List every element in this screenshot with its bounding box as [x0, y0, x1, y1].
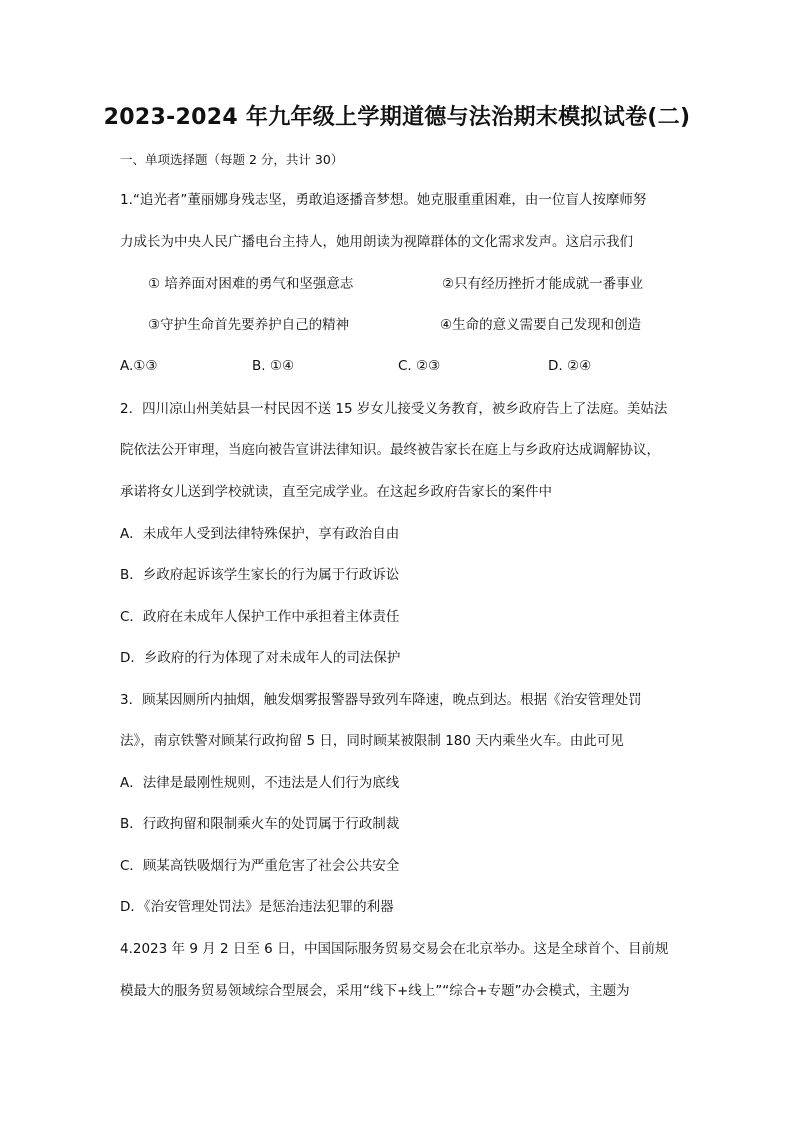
- q3-stem-line-2: 法》，南京铁警对顾某行政拘留 5 日，同时顾某被限制 180 天内乘坐火车。由此可见: [120, 733, 624, 749]
- q3-stem-line-1: 3．顾某因厕所内抽烟，触发烟雾报警器导致列车降速，晚点到达。根据《治安管理处罚: [120, 692, 642, 708]
- q4-stem-line-2: 模最大的服务贸易领域综合型展会，采用“线下+线上”“综合+专题”办会模式，主题为: [120, 983, 630, 999]
- q1-option-a: A.①③: [120, 358, 158, 374]
- q1-option-d: D. ②④: [548, 358, 592, 374]
- q2-option-c: C．政府在未成年人保护工作中承担着主体责任: [120, 609, 400, 625]
- q3-option-c: C．顾某高铁吸烟行为严重危害了社会公共安全: [120, 858, 400, 874]
- q1-statement-4: ④生命的意义需要自己发现和创造: [440, 317, 642, 333]
- q1-statement-1: ① 培养面对困难的勇气和坚强意志: [148, 276, 354, 292]
- q3-option-b: B．行政拘留和限制乘火车的处罚属于行政制裁: [120, 816, 400, 832]
- q1-statement-3: ③守护生命首先要养护自己的精神: [148, 317, 350, 333]
- q2-stem-line-2: 院依法公开审理，当庭向被告宣讲法律知识。最终被告家长在庭上与乡政府达成调解协议，: [120, 442, 660, 458]
- q2-stem-line-1: 2．四川凉山州美姑县一村民因不送 15 岁女儿接受义务教育，被乡政府告上了法庭。美姑法: [120, 401, 668, 417]
- q1-statement-2: ②只有经历挫折才能成就一番事业: [442, 276, 644, 292]
- q1-option-b: B. ①④: [252, 358, 295, 374]
- q1-stem-line-1: 1.“追光者”董丽娜身残志坚，勇敢追逐播音梦想。她克服重重困难，由一位盲人按摩师努: [120, 192, 647, 208]
- q1-stem-line-2: 力成长为中央人民广播电台主持人，她用朗读为视障群体的文化需求发声。这启示我们: [120, 234, 633, 250]
- q3-option-a: A．法律是最刚性规则，不违法是人们行为底线: [120, 775, 400, 791]
- q2-stem-line-3: 承诺将女儿送到学校就读，直至完成学业。在这起乡政府告家长的案件中: [120, 484, 552, 500]
- page-title: 2023-2024 年九年级上学期道德与法治期末模拟试卷(二): [103, 105, 691, 130]
- q2-option-b: B．乡政府起诉该学生家长的行为属于行政诉讼: [120, 567, 400, 583]
- q3-option-d: D．《治安管理处罚法》是惩治违法犯罪的利器: [120, 899, 394, 915]
- section-heading: 一、单项选择题（每题 2 分，共计 30）: [120, 152, 344, 167]
- q4-stem-line-1: 4.2023 年 9 月 2 日至 6 日，中国国际服务贸易交易会在北京举办。这是全球首个、目前规: [120, 941, 669, 957]
- q2-option-d: D．乡政府的行为体现了对未成年人的司法保护: [120, 650, 401, 666]
- q1-option-c: C. ②③: [398, 358, 441, 374]
- q2-option-a: A．未成年人受到法律特殊保护，享有政治自由: [120, 526, 400, 542]
